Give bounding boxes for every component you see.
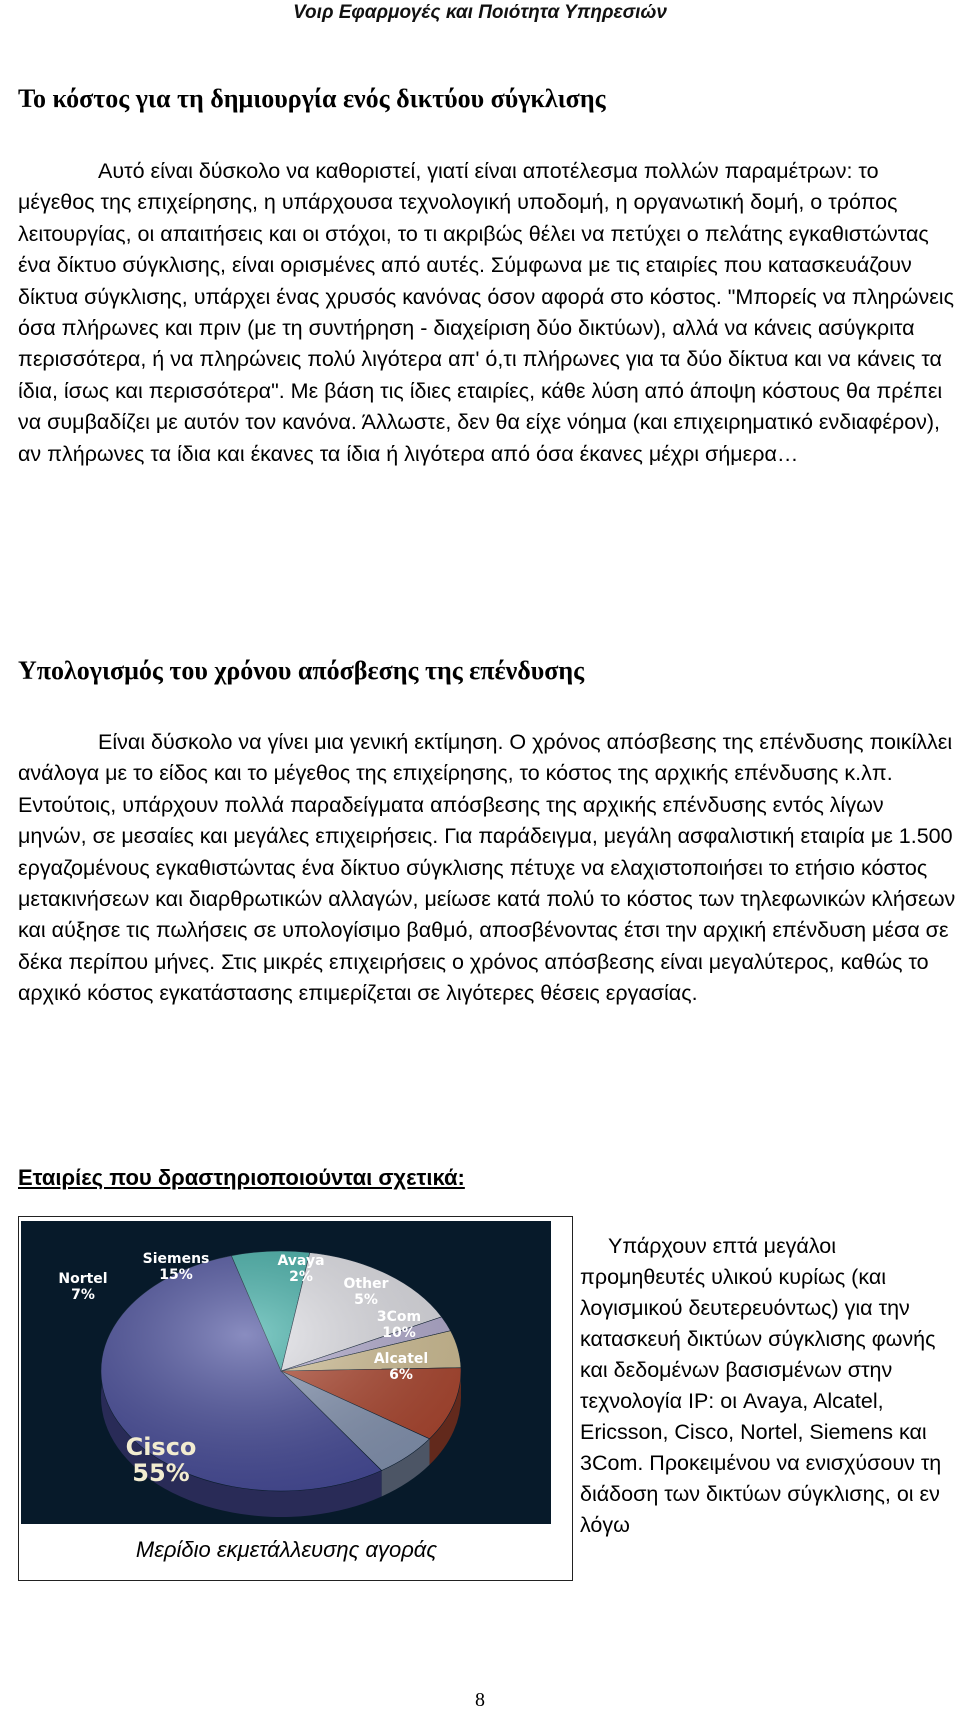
pie-label-value-nortel: 7%	[71, 1287, 95, 1303]
companies-side-text	[580, 1231, 955, 1541]
pie-label-value-cisco: 55%	[132, 1459, 190, 1487]
paragraph-cost	[18, 156, 958, 470]
pie-label-name-3com: 3Com	[376, 1309, 422, 1325]
pie-label-value-3com: 10%	[382, 1325, 416, 1341]
pie-label-name-nortel: Nortel	[58, 1271, 108, 1287]
section-heading-companies: Εταιρίες που δραστηριοποιούνται σχετικά:	[18, 1165, 465, 1190]
pie-label-name-alcatel: Alcatel	[373, 1351, 429, 1367]
figure-frame	[18, 1216, 573, 1581]
page-number: 8	[475, 1689, 485, 1711]
pie-label-name-avaya: Avaya	[277, 1253, 325, 1269]
pie-label-value-siemens: 15%	[159, 1267, 193, 1283]
paragraph-payback	[18, 727, 958, 1010]
pie-label-value-avaya: 2%	[289, 1269, 313, 1285]
pie-label-name-cisco: Cisco	[125, 1433, 197, 1461]
pie-label-name-siemens: Siemens	[142, 1251, 210, 1267]
market-share-chart	[21, 1221, 551, 1524]
pie-label-name-other: Other	[343, 1276, 389, 1292]
pie-label-value-alcatel: 6%	[389, 1367, 413, 1383]
section-heading-payback: Υπολογισμός του χρόνου απόσβεσης της επένδυσης	[18, 656, 585, 685]
pie-label-value-other: 5%	[354, 1292, 378, 1308]
companies-side-text-body: Υπάρχουν επτά μεγάλοι προμηθευτές υλικού κυρίως (και λογισμικού δευτερευόντως) για την κατασκευή δικτύων σύγκλισης φωνής και δεδομένων βασισμένων στην τεχνολογία IP: οι Avaya, Alcatel, Ericsson, Cisco, Nortel, Siemens και 3Com. Προκειμένου να ενισχύσουν τη διάδοση των δικτύων σύγκλισης, οι εν λόγω	[580, 1234, 942, 1537]
running-header: Voιρ Εφαρμογές και Ποιότητα Υπηρεσιών	[293, 2, 667, 23]
paragraph-cost-text: Αυτό είναι δύσκολο να καθοριστεί, γιατί είναι αποτέλεσμα πολλών παραμέτρων: το μέγεθος της επιχείρησης, η υπάρχουσα τεχνολογική υποδομή, η οργανωτική δομή, ο τρόπος λειτουργίας, οι απαιτήσεις και οι στόχοι, το τι ακριβώς θέλει να πετύχει ο πελάτης εγκαθιστώντας ένα δίκτυο σύγκλισης, είναι ορισμένες από αυτές. Σύμφωνα με τις εταιρίες που κατασκευάζουν δίκτυα σύγκλισης, υπάρχει ένας χρυσός κανόνας όσον αφορά στο κόστος. "Μπορείς να πληρώνεις όσα πλήρωνες και πριν (με τη συντήρηση - διαχείριση δύο δικτύων), αλλά να κάνεις ασύγκριτα περισσότερα, ή να πληρώνεις πολύ λιγότερα απ' ό,τι πλήρωνες για τα δύο δίκτυα και να κάνεις τα ίδια, ίσως και περισσότερα". Με βάση τις ίδιες εταιρίες, κάθε λύση από άποψη κόστους θα πρέπει να συμβαδίζει με αυτόν τον κανόνα. Άλλωστε, δεν θα είχε νόημα (και επιχειρηματικό ενδιαφέρον), αν πλήρωνες τα ίδια και έκανες τα ίδια ή λιγότερα από όσα έκανες μέχρι σήμερα…	[18, 159, 954, 466]
paragraph-payback-text: Είναι δύσκολο να γίνει μια γενική εκτίμηση. Ο χρόνος απόσβεσης της επένδυσης ποικίλλει ανάλογα με το είδος και το μέγεθος της επιχείρησης, το κόστος της αρχικής επένδυσης κ.λπ. Εντούτοις, υπάρχουν πολλά παραδείγματα απόσβεσης της αρχικής επένδυσης εντός λίγων μηνών, σε μεσαίες και μεγάλες επιχειρήσεις. Για παράδειγμα, μεγάλη ασφαλιστική εταιρία με 1.500 εργαζομένους εγκαθιστώντας ένα δίκτυο σύγκλισης πέτυχε να ελαχιστοποιήσει το ετήσιο κόστος μετακινήσεων και διαρθρωτικών αλλαγών, μείωσε κατά πολύ το κόστος των τηλεφωνικών κλήσεων και αύξησε τις πωλήσεις σε υπολογίσιμο βαθμό, αποσβένοντας έτσι την αρχική επένδυση μέσα σε δέκα περίπου μήνες. Στις μικρές επιχειρήσεις ο χρόνος απόσβεσης είναι μεγαλύτερος, καθώς το αρχικό κόστος εγκατάστασης επιμερίζεται σε λιγότερες θέσεις εργασίας.	[18, 730, 956, 1006]
section-heading-cost: Το κόστος για τη δημιουργία ενός δικτύου σύγκλισης	[18, 84, 606, 113]
figure-caption: Μερίδιο εκμετάλλευσης αγοράς	[135, 1537, 438, 1562]
pie-chart-svg	[21, 1221, 551, 1524]
